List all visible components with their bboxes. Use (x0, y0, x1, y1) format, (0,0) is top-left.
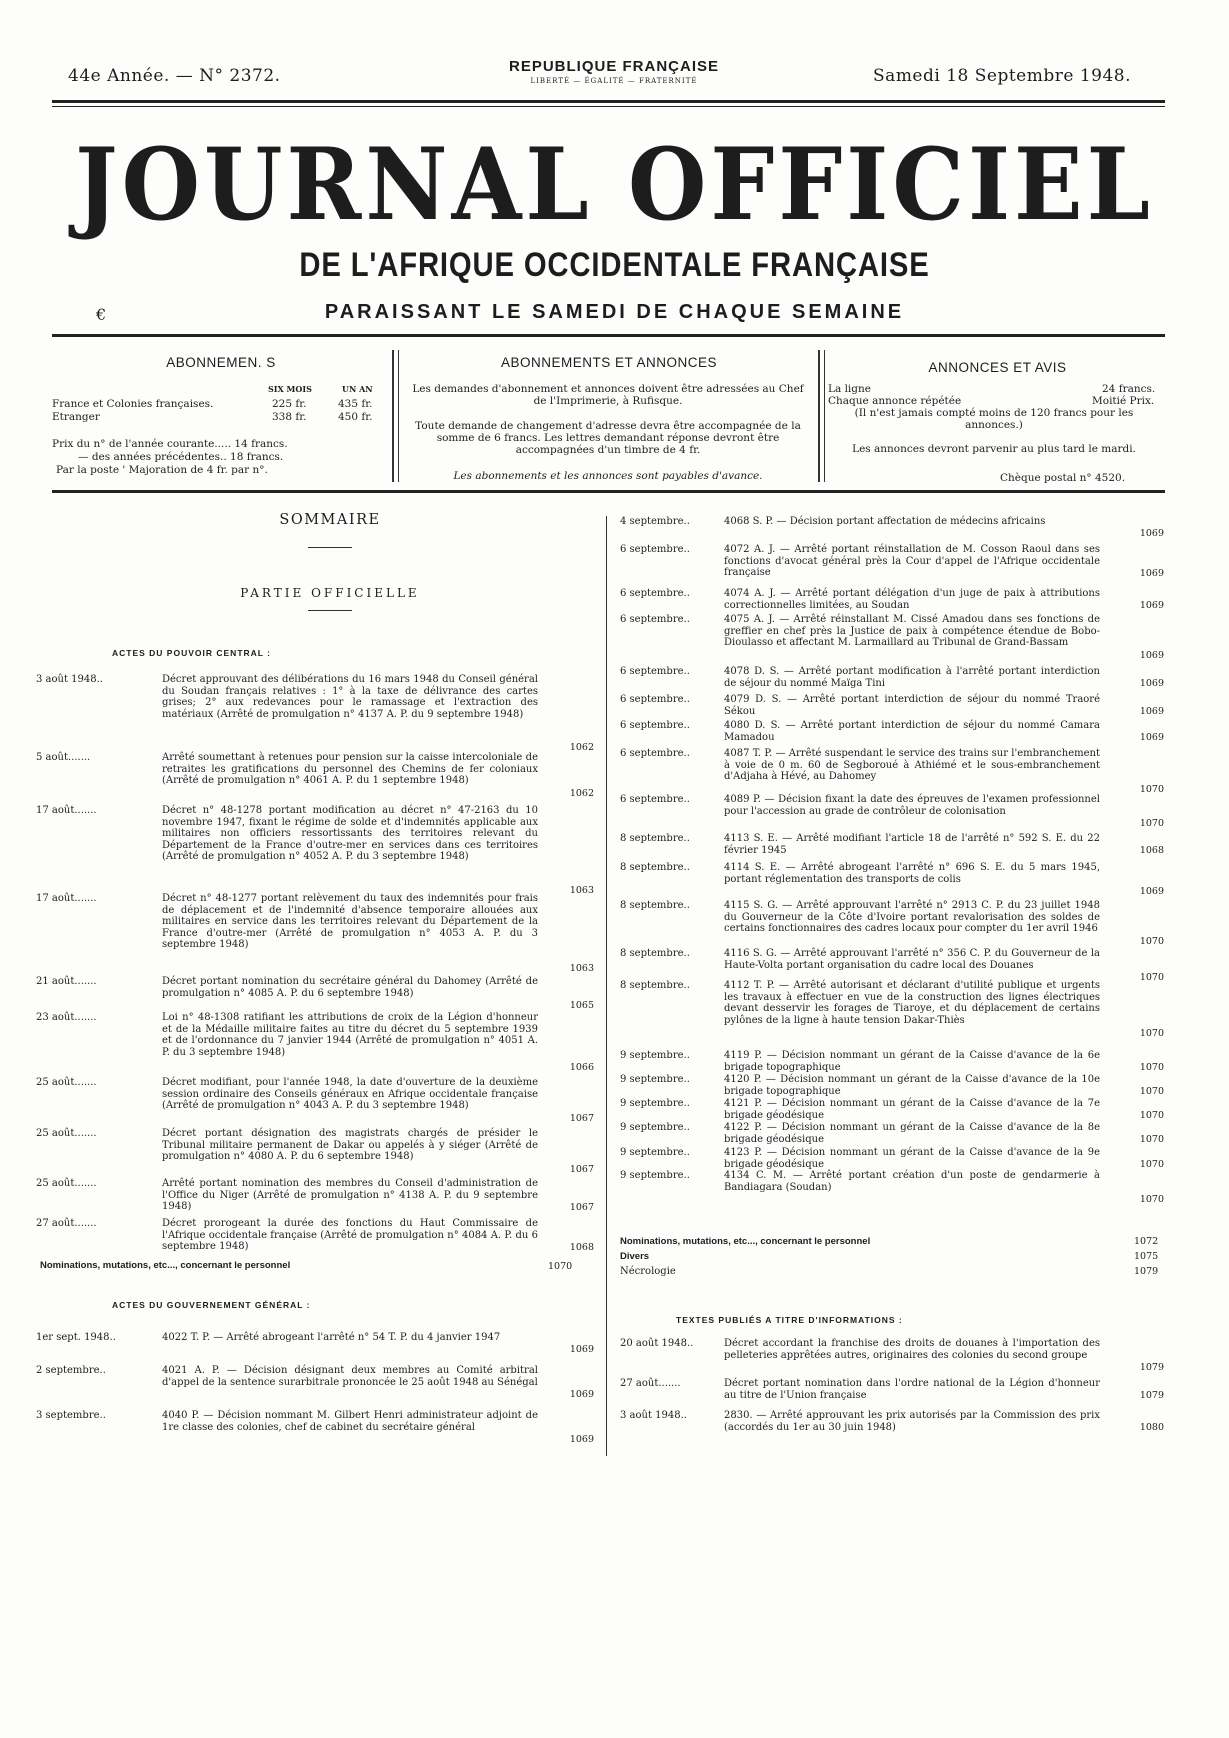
subs-ads-p2: Toute demande de changement d'adresse devra être accompagnée de la somme de 6 francs. Les lettres demandant réponse devront être accompagnées d'un timbre de 4 fr. (415, 420, 801, 456)
necrology-page: 1079 (1134, 1266, 1159, 1277)
entry-page: 1069 (569, 1434, 594, 1445)
info-texts-heading: TEXTES PUBLIÉS A TITRE D'INFORMATIONS : (676, 1315, 903, 1325)
summary-title: SOMMAIRE (279, 512, 381, 528)
postal-cheque: Chèque postal n° 4520. (1000, 472, 1126, 484)
entry-text: Décret portant désignation des magistrats chargés de présider le Tribunal militaire permanent de Dakar ou appelés à y siéger (Arrêté de promulgation n° 4080 A. P. du 6 septembre 1948) (162, 1128, 538, 1163)
box-divider-2b (824, 350, 825, 482)
entry-page: 1069 (1139, 732, 1164, 743)
entry-text: Décret prorogeant la durée des fonctions du Haut Commissaire de l'Afrique occidentale française (Arrêté de promulgation n° 4084 A. P. du 6 septembre 1948) (162, 1218, 538, 1253)
personnel-left-label: Nominations, mutations, etc..., concernant le personnel (40, 1260, 291, 1271)
entry-page: 1070 (1139, 972, 1164, 983)
journal-tagline: PARAISSANT LE SAMEDI DE CHAQUE SEMAINE (324, 301, 905, 323)
entry-page: 1079 (1139, 1390, 1164, 1401)
entry-page: 1070 (1139, 1062, 1164, 1073)
entry-date: 6 septembre.. (620, 794, 690, 805)
entry-text: Décret portant nomination dans l'ordre national de la Légion d'honneur au titre de l'Union française (724, 1378, 1100, 1401)
entry-page: 1063 (569, 885, 594, 896)
entry-date: 5 août....... (36, 752, 91, 763)
entry-page: 1069 (569, 1344, 594, 1355)
entry-date: 3 septembre.. (36, 1410, 106, 1421)
entry-text: Décret approuvant des délibérations du 16 mars 1948 du Conseil général du Soudan français relatives : 1° à la taxe de délivrance des cartes grises; 2° aux redevances pour le ramassage et l'extraction des matériaux (Arrêté de promulgation n° 4137 A. P. du 9 septembre 1948) (162, 674, 538, 720)
subs-row-abroad-year: 450 fr. (338, 411, 373, 423)
entry-page: 1066 (569, 1062, 594, 1073)
entry-page: 1070 (1139, 1134, 1164, 1145)
entry-page: 1069 (1139, 650, 1164, 661)
entry-text: 4119 P. — Décision nommant un gérant de la Caisse d'avance de la 6e brigade topographique (724, 1050, 1100, 1073)
subs-row-abroad-label: Etranger (52, 411, 100, 423)
entry-page: 1069 (1139, 528, 1164, 539)
entry-text: Arrêté portant nomination des membres du Conseil d'administration de l'Office du Niger (Arrêté de promulgation n° 4138 A. P. du 9 septembre 1948) (162, 1178, 538, 1213)
entry-page: 1062 (569, 788, 594, 799)
subs-ads-title: ABONNEMENTS ET ANNONCES (500, 355, 718, 370)
issue-price-previous: — des années précédentes.. 18 francs. (78, 451, 284, 463)
entry-page: 1069 (1139, 568, 1164, 579)
col-six-months: SIX MOIS (268, 384, 312, 394)
postal-surcharge: Par la poste ' Majoration de 4 fr. par n°. (56, 464, 268, 476)
entry-date: 6 septembre.. (620, 614, 690, 625)
republic-name: REPUBLIQUE FRANÇAISE (508, 58, 719, 75)
entry-text: 4022 T. P. — Arrêté abrogeant l'arrêté n° 54 T. P. du 4 janvier 1947 (162, 1332, 501, 1343)
entry-text: 4040 P. — Décision nommant M. Gilbert Henri administrateur adjoint de 1re classe des colonies, chef de cabinet du secrétaire général (162, 1410, 538, 1433)
entry-page: 1070 (1139, 1110, 1164, 1121)
box-divider-1 (392, 350, 394, 482)
entry-text: 4080 D. S. — Arrêté portant interdiction de séjour du nommé Camara Mamadou (724, 720, 1100, 743)
notice-repeat-label: Chaque annonce répétée (828, 395, 962, 407)
entry-text: 4068 S. P. — Décision portant affectation de médecins africains (724, 516, 1046, 527)
entry-date: 21 août....... (36, 976, 97, 987)
entry-text: 4078 D. S. — Arrêté portant modification à l'arrêté portant interdiction de séjour du nommé Maïga Tini (724, 666, 1100, 689)
column-divider (606, 516, 607, 1456)
entry-text: 4113 S. E. — Arrêté modifiant l'article 18 de l'arrêté n° 592 S. E. du 22 février 1945 (724, 833, 1100, 856)
entry-page: 1070 (1139, 1194, 1164, 1205)
entry-page: 1070 (1139, 1028, 1164, 1039)
entry-page: 1079 (1139, 1362, 1164, 1373)
entry-date: 6 septembre.. (620, 666, 690, 677)
entry-page: 1069 (1139, 706, 1164, 717)
journal-title: JOURNAL OFFICIEL (75, 126, 1154, 244)
entry-text: Décret n° 48-1278 portant modification au décret n° 47-2163 du 10 novembre 1947, fixant le régime de solde et d'indemnités applicable aux militaires non officiers ressortissants des territoires relevant du Département de la France d'outre-mer en services dans ces territoires (Arrêté de promulgation n° 4052 A. P. du 3 septembre 1948) (162, 805, 538, 863)
entry-text: 4072 A. J. — Arrêté portant réinstallation de M. Cosson Raoul dans ses fonctions d'avocat général près la Cour d'appel de l'Afrique occidentale française (724, 544, 1100, 579)
entry-date: 25 août....... (36, 1178, 97, 1189)
entry-date: 9 septembre.. (620, 1074, 690, 1085)
entry-text: 4114 S. E. — Arrêté abrogeant l'arrêté n° 696 S. E. du 5 mars 1945, portant réglementation des transports de colis (724, 862, 1100, 885)
notices-title: ANNONCES ET AVIS (928, 360, 1067, 375)
entry-text: 2830. — Arrêté approuvant les prix autorisés par la Commission des prix (accordés du 1er au 30 juin 1948) (724, 1410, 1100, 1433)
header-rule (52, 100, 1165, 103)
entry-date: 6 septembre.. (620, 588, 690, 599)
entry-date: 9 septembre.. (620, 1098, 690, 1109)
subs-ads-p1: Les demandes d'abonnement et annonces doivent être adressées au Chef de l'Imprimerie, à Rufisque. (412, 383, 804, 407)
entry-page: 1068 (569, 1242, 594, 1253)
entry-date: 8 septembre.. (620, 862, 690, 873)
entry-text: Loi n° 48-1308 ratifiant les attributions de croix de la Légion d'honneur et de la Médaille militaire faites au titre du décret du 5 septembre 1939 et de l'ordonnance du 7 janvier 1944 (Arrêté de promulgation n° 4051 A. P. du 3 septembre 1948) (162, 1012, 538, 1058)
entry-text: 4074 A. J. — Arrêté portant délégation d'un juge de paix à attributions correctionnelles limitées, au Soudan (724, 588, 1100, 611)
entry-date: 27 août....... (620, 1378, 681, 1389)
box-divider-2 (818, 350, 820, 482)
entry-page: 1069 (1139, 600, 1164, 611)
entry-date: 27 août....... (36, 1218, 97, 1229)
entry-page: 1080 (1139, 1422, 1164, 1433)
entry-text: 4120 P. — Décision nommant un gérant de la Caisse d'avance de la 10e brigade topographique (724, 1074, 1100, 1097)
entry-date: 9 septembre.. (620, 1122, 690, 1133)
info-bottom-rule (52, 490, 1165, 493)
entry-date: 1er sept. 1948.. (36, 1332, 116, 1343)
entry-date: 6 septembre.. (620, 694, 690, 705)
subs-row-france-year: 435 fr. (338, 398, 373, 410)
entry-date: 2 septembre.. (36, 1365, 106, 1376)
personnel-left-page: 1070 (548, 1261, 573, 1272)
entry-text: 4121 P. — Décision nommant un gérant de la Caisse d'avance de la 7e brigade géodésique (724, 1098, 1100, 1121)
subs-row-abroad-six: 338 fr. (272, 411, 307, 423)
entry-date: 9 septembre.. (620, 1050, 690, 1061)
personnel-right-label: Nominations, mutations, etc..., concernant le personnel (620, 1236, 871, 1247)
official-part-rule (308, 610, 352, 611)
entry-page: 1067 (569, 1113, 594, 1124)
entry-date: 8 septembre.. (620, 948, 690, 959)
entry-date: 6 septembre.. (620, 748, 690, 759)
entry-date: 20 août 1948.. (620, 1338, 694, 1349)
entry-page: 1069 (1139, 886, 1164, 897)
entry-text: Décret n° 48-1277 portant relèvement du taux des indemnités pour frais de déplacement et de l'indemnité d'absence temporaire allouées aux militaires en service dans les territoires relevant du Département de la France d'outre-mer (Arrêté de promulgation n° 4053 A. P. du 3 septembre 1948) (162, 893, 538, 951)
entry-page: 1070 (1139, 784, 1164, 795)
notice-minimum: (Il n'est jamais compté moins de 120 francs pour les annonces.) (854, 407, 1134, 431)
gov-general-heading: ACTES DU GOUVERNEMENT GÉNÉRAL : (112, 1300, 311, 1310)
entry-date: 4 septembre.. (620, 516, 690, 527)
journal-subtitle: DE L'AFRIQUE OCCIDENTALE FRANÇAISE (299, 246, 930, 284)
entry-page: 1067 (569, 1202, 594, 1213)
entry-page: 1070 (1139, 818, 1164, 829)
entry-date: 9 septembre.. (620, 1170, 690, 1181)
subscriptions-title: ABONNEMEN. S (166, 355, 276, 370)
entry-text: 4087 T. P. — Arrêté suspendant le service des trains sur l'embranchement à voie de 0 m. 60 de Segboroué à Athiémé et le sous-embranchement d'Adjaha à Hévé, au Dahomey (724, 748, 1100, 783)
masthead-rule (52, 334, 1165, 337)
notice-line-label: La ligne (828, 383, 871, 395)
entry-text: 4115 S. G. — Arrêté approuvant l'arrêté n° 2913 C. P. du 23 juillet 1948 du Gouverneur de la Côte d'Ivoire portant revalorisation des soldes de certains fonctionnaires des cadres locaux pour compter du 1er avril 1946 (724, 900, 1100, 935)
entry-date: 6 septembre.. (620, 720, 690, 731)
entry-text: Décret modifiant, pour l'année 1948, la date d'ouverture de la deuxième session ordinaire des Conseils généraux en Afrique occidentale française (Arrêté de promulgation n° 4043 A. P. du 3 septembre 1948) (162, 1077, 538, 1112)
issue-date: Samedi 18 Septembre 1948. (873, 66, 1131, 86)
entry-text: 4079 D. S. — Arrêté portant interdiction de séjour du nommé Traoré Sékou (724, 694, 1100, 717)
entry-page: 1070 (1139, 936, 1164, 947)
entry-date: 17 août....... (36, 805, 97, 816)
entry-date: 17 août....... (36, 893, 97, 904)
header-rule-thin (52, 106, 1165, 107)
year-issue: 44e Année. — N° 2372. (68, 66, 281, 86)
necrology-label: Nécrologie (620, 1266, 676, 1277)
col-one-year: UN AN (342, 384, 373, 394)
entry-text: 4134 C. M. — Arrêté portant création d'un poste de gendarmerie à Bandiagara (Soudan) (724, 1170, 1100, 1193)
entry-page: 1067 (569, 1164, 594, 1175)
official-part-title: PARTIE OFFICIELLE (240, 586, 420, 600)
entry-text: Arrêté soumettant à retenues pour pension sur la caisse intercoloniale de retraites les gratifications du personnel des Chemins de fer coloniaux (Arrêté de promulgation n° 4061 A. P. du 1 septembre 1948) (162, 752, 538, 787)
entry-date: 25 août....... (36, 1128, 97, 1139)
summary-rule (308, 547, 352, 548)
republic-motto: LIBERTÉ — ÉGALITÉ — FRATERNITÉ (530, 77, 698, 85)
entry-page: 1070 (1139, 1086, 1164, 1097)
personnel-right-page: 1072 (1134, 1236, 1159, 1247)
entry-text: Décret accordant la franchise des droits de douanes à l'importation des pelleteries apprêtées autres, originaires des colonies du second groupe (724, 1338, 1100, 1361)
entry-page: 1070 (1139, 1159, 1164, 1170)
entry-text: 4075 A. J. — Arrêté réinstallant M. Cissé Amadou dans ses fonctions de greffier en chef près la Justice de paix à compétence étendue de Bobo-Dioulasso et affectant M. Larmaillard au Tribunal de Grand-Bassam (724, 614, 1100, 649)
entry-date: 8 septembre.. (620, 980, 690, 991)
subs-row-france-label: France et Colonies françaises. (52, 398, 214, 410)
misc-page: 1075 (1134, 1251, 1159, 1262)
entry-date: 9 septembre.. (620, 1147, 690, 1158)
entry-date: 3 août 1948.. (36, 674, 103, 685)
entry-text: 4021 A. P. — Décision désignant deux membres au Comité arbitral d'appel de la sentence surarbitrale prononcée le 25 août 1948 au Sénégal (162, 1365, 538, 1388)
republic-block (484, 58, 744, 85)
box-divider-1b (398, 350, 399, 482)
misc-label: Divers (620, 1251, 650, 1262)
notice-repeat-price: Moitié Prix. (1092, 395, 1155, 407)
notice-line-price: 24 francs. (1102, 383, 1156, 395)
entry-page: 1062 (569, 742, 594, 753)
entry-page: 1065 (569, 1000, 594, 1011)
entry-page: 1063 (569, 963, 594, 974)
entry-page: 1068 (1139, 845, 1164, 856)
subs-row-france-six: 225 fr. (272, 398, 307, 410)
entry-date: 25 août....... (36, 1077, 97, 1088)
entry-date: 8 septembre.. (620, 833, 690, 844)
issue-price-current: Prix du n° de l'année courante..... 14 francs. (52, 438, 288, 450)
entry-date: 8 septembre.. (620, 900, 690, 911)
entry-text: 4089 P. — Décision fixant la date des épreuves de l'examen professionnel pour l'accession au grade de contrôleur de colonisation (724, 794, 1100, 817)
subs-ads-p3: Les abonnements et les annonces sont payables d'avance. (453, 470, 763, 482)
entry-date: 6 septembre.. (620, 544, 690, 555)
entry-text: 4112 T. P. — Arrêté autorisant et déclarant d'utilité publique et urgents les travaux à effectuer en vue de la construction des lignes électriques devant desservir les forages de Tiaroye, et du déplacement de certains pylônes de la ligne à haute tension Dakar-Thiès (724, 980, 1100, 1026)
notice-deadline: Les annonces devront parvenir au plus tard le mardi. (852, 443, 1136, 455)
entry-text: Décret portant nomination du secrétaire général du Dahomey (Arrêté de promulgation n° 4085 A. P. du 6 septembre 1948) (162, 976, 538, 999)
entry-date: 23 août....... (36, 1012, 97, 1023)
entry-page: 1069 (1139, 678, 1164, 689)
entry-text: 4116 S. G. — Arrêté approuvant l'arrêté n° 356 C. P. du Gouverneur de la Haute-Volta portant organisation du cadre local des Douanes (724, 948, 1100, 971)
central-power-heading: ACTES DU POUVOIR CENTRAL : (112, 648, 272, 658)
entry-text: 4123 P. — Décision nommant un gérant de la Caisse d'avance de la 9e brigade géodésique (724, 1147, 1100, 1170)
entry-date: 3 août 1948.. (620, 1410, 687, 1421)
printer-mark: € (96, 305, 107, 324)
entry-text: 4122 P. — Décision nommant un gérant de la Caisse d'avance de la 8e brigade géodésique (724, 1122, 1100, 1145)
entry-page: 1069 (569, 1389, 594, 1400)
